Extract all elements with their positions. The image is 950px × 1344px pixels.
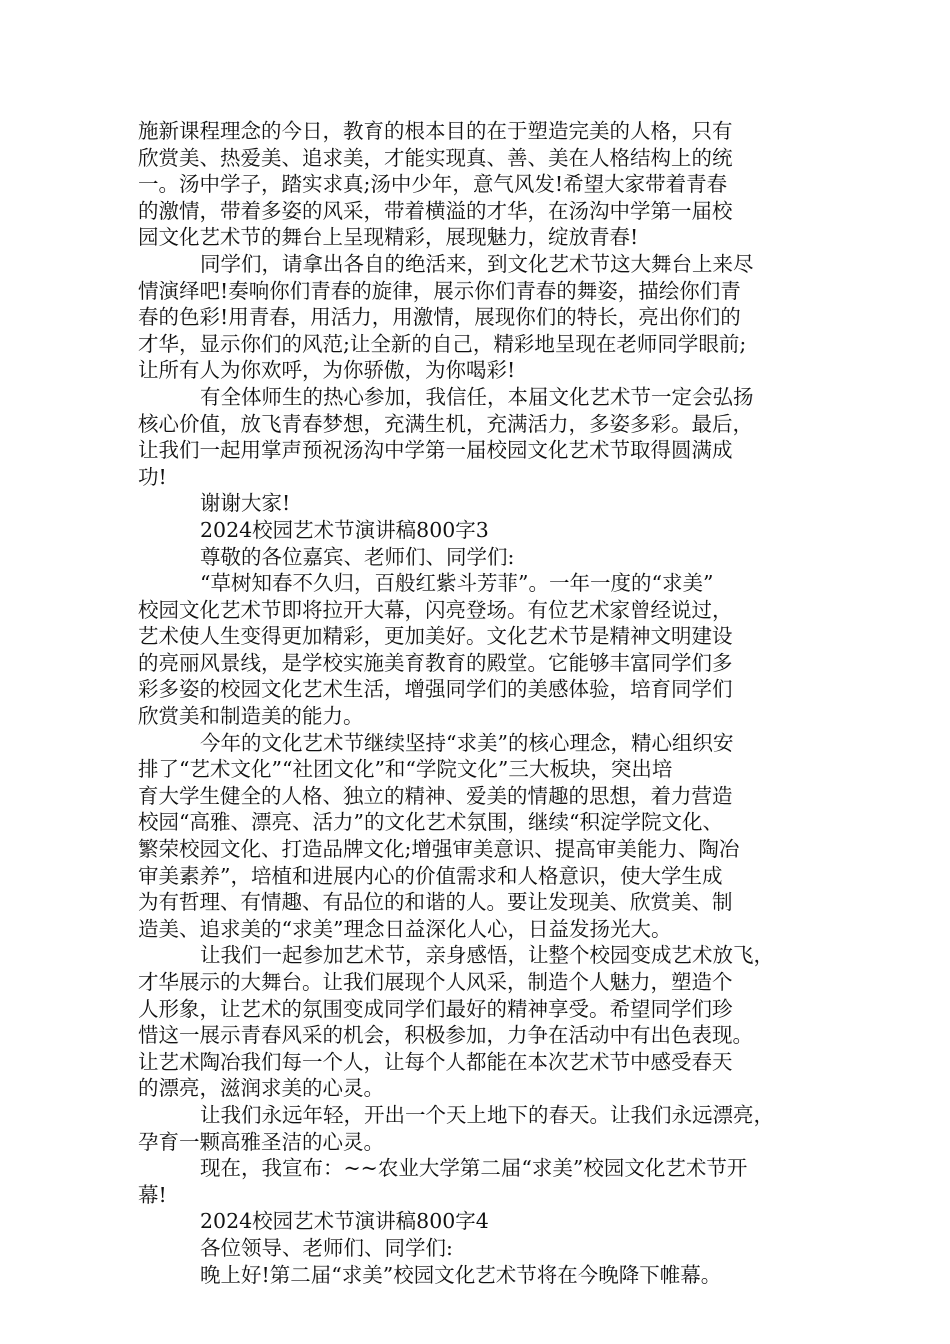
text-line: 让我们一起用掌声预祝汤沟中学第一届校园文化艺术节取得圆满成: [138, 438, 733, 463]
text-line: 2024校园艺术节演讲稿800字4: [200, 1209, 489, 1234]
text-line: 让艺术陶冶我们每一个人，让每个人都能在本次艺术节中感受春天: [138, 1049, 733, 1074]
text-line: 艺术使人生变得更加精彩，更加美好。文化艺术节是精神文明建设: [138, 624, 733, 649]
text-line: 现在，我宣布：~~农业大学第二届“求美”校园文化艺术节开: [200, 1156, 748, 1181]
text-line: 一。汤中学子，踏实求真;汤中少年，意气风发!希望大家带着青春: [138, 172, 728, 197]
text-line: 2024校园艺术节演讲稿800字3: [200, 517, 489, 542]
text-line: 功!: [138, 464, 167, 489]
text-line: 欣赏美和制造美的能力。: [138, 704, 364, 729]
text-line: 施新课程理念的今日，教育的根本目的在于塑造完美的人格，只有: [138, 119, 733, 143]
text-line: 孕育一颗高雅圣洁的心灵。: [138, 1129, 384, 1154]
text-line: 彩多姿的校园文化艺术生活，增强同学们的美感体验，培育同学们: [138, 677, 733, 702]
text-line: 的亮丽风景线，是学校实施美育教育的殿堂。它能够丰富同学们多: [138, 650, 733, 675]
text-line: 让所有人为你欢呼，为你骄傲，为你喝彩!: [138, 358, 516, 383]
text-line: 核心价值，放飞青春梦想，充满生机，充满活力，多姿多彩。最后，: [138, 411, 753, 436]
text-line: 欣赏美、热爱美、追求美，才能实现真、善、美在人格结构上的统: [138, 145, 733, 170]
text-line: 的激情，带着多姿的风采，带着横溢的才华，在汤沟中学第一届校: [138, 198, 733, 223]
text-line: 晚上好!第二届“求美”校园文化艺术节将在今晚降下帷幕。: [200, 1262, 722, 1287]
text-line: 情演绎吧!奏响你们青春的旋律，展示你们青春的舞姿，描绘你们青: [138, 278, 741, 303]
text-line: 春的色彩!用青春，用活力，用激情，展现你们的特长，亮出你们的: [138, 305, 741, 330]
text-line: 让我们一起参加艺术节，亲身感悟，让整个校园变成艺术放飞，: [200, 943, 774, 968]
text-line: 造美、追求美的“求美”理念日益深化人心，日益发扬光大。: [138, 916, 672, 941]
text-line: 人形象，让艺术的氛围变成同学们最好的精神享受。希望同学们珍: [138, 996, 733, 1021]
text-line: 园文化艺术节的舞台上呈现精彩，展现魅力，绽放青春!: [138, 225, 639, 250]
text-line: 排了“艺术文化”“社团文化”和“学院文化”三大板块，突出培: [138, 757, 673, 782]
document-body: [138, 118, 818, 1288]
text-line: 审美素养”，培植和进展内心的价值需求和人格意识，使大学生成: [138, 863, 723, 888]
text-line: 同学们，请拿出各自的绝活来，到文化艺术节这大舞台上来尽: [200, 251, 754, 276]
text-line: 谢谢大家!: [200, 491, 291, 516]
text-line: 育大学生健全的人格、独立的精神、爱美的情趣的思想，着力营造: [138, 783, 733, 808]
text-line: 让我们永远年轻，开出一个天上地下的春天。让我们永远漂亮，: [200, 1102, 774, 1127]
text-line: 才华，显示你们的风范;让全新的自己，精彩地呈现在老师同学眼前;: [138, 331, 747, 356]
text-line: 才华展示的大舞台。让我们展现个人风采，制造个人魅力，塑造个: [138, 970, 733, 994]
text-line: “草树知春不久归，百般红紫斗芳菲”。一年一度的“求美”: [200, 571, 714, 596]
text-line: 有全体师生的热心参加，我信任，本届文化艺术节一定会弘扬: [200, 384, 754, 409]
text-line: 惜这一展示青春风采的机会，积极参加，力争在活动中有出色表现。: [138, 1023, 753, 1048]
text-line: 尊敬的各位嘉宾、老师们、同学们:: [200, 544, 515, 569]
text-line: 的漂亮，滋润求美的心灵。: [138, 1076, 384, 1101]
text-line: 为有哲理、有情趣、有品位的和谐的人。要让发现美、欣赏美、制: [138, 890, 733, 915]
text-line: 繁荣校园文化、打造品牌文化;增强审美意识、提高审美能力、陶冶: [138, 837, 740, 862]
text-line: 校园文化艺术节即将拉开大幕，闪亮登场。有位艺术家曾经说过，: [138, 597, 733, 622]
text-line: 校园“高雅、漂亮、活力”的文化艺术氛围，继续“积淀学院文化、: [138, 810, 723, 835]
text-line: 幕!: [138, 1182, 167, 1207]
text-line: 各位领导、老师们、同学们:: [200, 1235, 453, 1260]
text-line: 今年的文化艺术节继续坚持“求美”的核心理念，精心组织安: [200, 730, 734, 755]
